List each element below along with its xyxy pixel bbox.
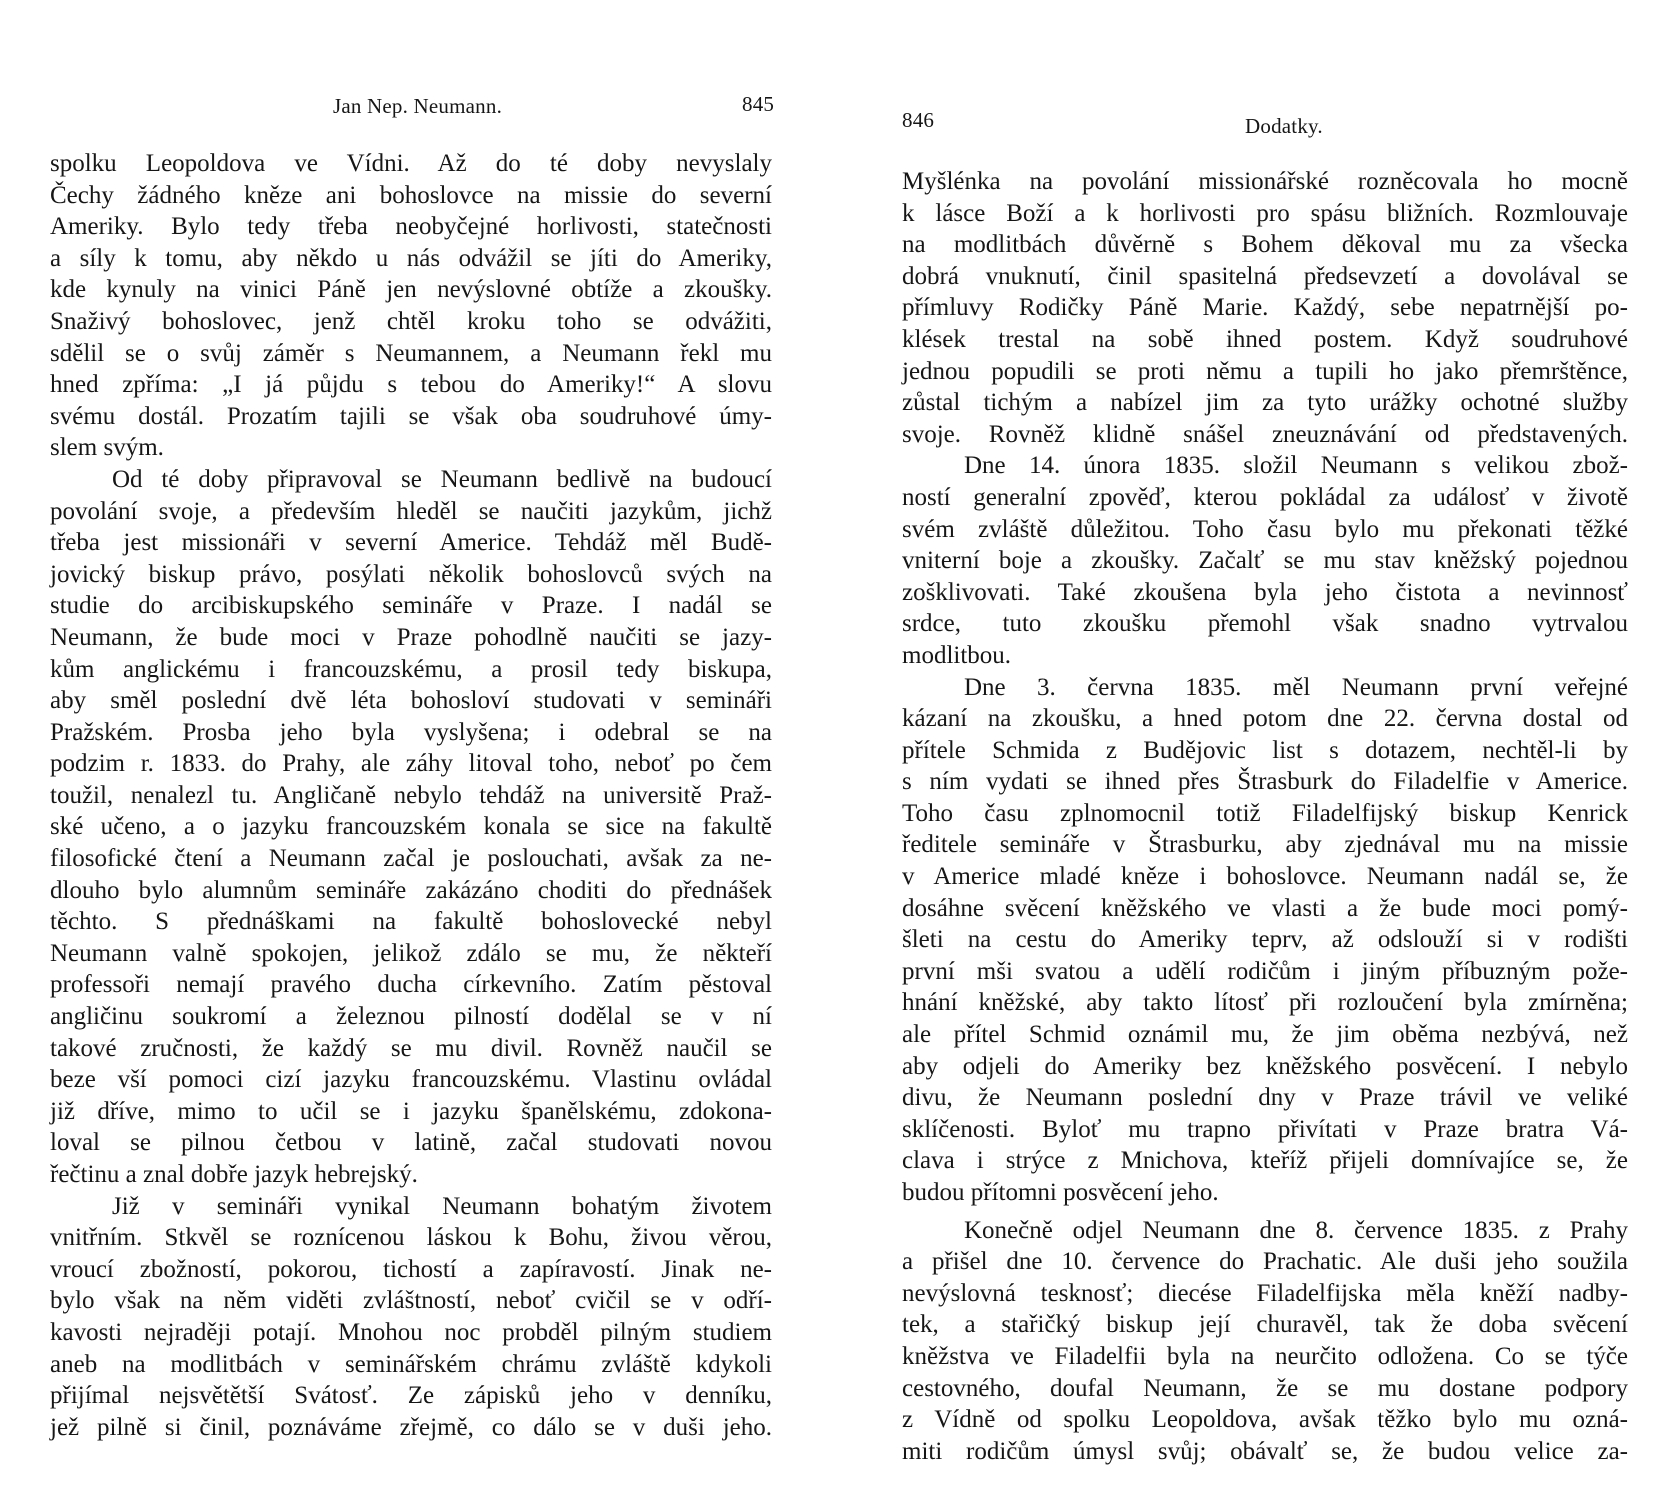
text-line: zošklivovati. Také zkoušena byla jeho čistota a nevinnosť <box>902 578 1628 606</box>
text-line: Myšlénka na povolání missionářské rozněcovala ho mocně <box>902 168 1628 195</box>
text-line: Dne 3. června 1835. měl Neumann první veřejné <box>964 673 1628 701</box>
text-line: professoři nemají pravého ducha církevního. Zatím pěstoval <box>50 971 772 999</box>
text-line: cestovného, doufal Neumann, že se mu dostane podpory <box>902 1374 1628 1402</box>
text-line: na modlitbách důvěrně s Bohem děkoval mu za všecka <box>902 231 1628 259</box>
text-line: sdělil se o svůj záměr s Neumannem, a Neumann řekl mu <box>50 339 772 367</box>
text-line: svém zvláště důležitou. Toho času bylo mu překonati těžké <box>902 515 1628 543</box>
text-line: svoje. Rovněž klidně snášel zneuznávání od představených. <box>902 420 1628 448</box>
text-line: přijímal nejsvětětší Svátosť. Ze zápisků jeho v denníku, <box>50 1382 772 1410</box>
text-line: již dříve, mimo to učil se i jazyku španělskému, zdokona- <box>50 1097 772 1125</box>
text-line: ale přítel Schmid oznámil mu, že jim oběma nezbývá, než <box>902 1021 1628 1049</box>
text-line: jednou popudili se proti němu a tupili ho jako přemrštěnce, <box>902 357 1628 385</box>
text-line: takové zručnosti, že každý se mu divil. Rovněž naučil se <box>50 1034 772 1062</box>
text-line: řečtinu a znal dobře jazyk hebrejský. <box>50 1161 418 1188</box>
text-line: v Americe mladé kněze i bohoslovce. Neumann nadál se, že <box>902 863 1628 891</box>
text-line: a přišel dne 10. července do Prachatic. Ale duši jeho soužila <box>902 1248 1628 1276</box>
text-line: spolku Leopoldova ve Vídni. Až do té doby nevyslaly <box>50 150 772 177</box>
body-text <box>902 166 1628 1467</box>
text-line: slem svým. <box>50 434 164 462</box>
text-line: dobrá vnuknutí, činil spasitelná předsevzetí a dovolával se <box>902 262 1628 290</box>
text-line: Toho času zplnomocnil totiž Filadelfijský biskup Kenrick <box>902 799 1628 827</box>
text-line: dosáhne svěcení kněžského ve vlasti a že bude moci pomý- <box>902 894 1628 922</box>
page-number: 845 <box>742 92 775 116</box>
running-head: Jan Nep. Neumann. <box>333 94 503 118</box>
text-line: Pražském. Prosba jeho byla vyslyšena; i odebral se na <box>50 718 772 746</box>
text-line: a síly k tomu, aby někdo u nás odvážil se jíti do Ameriky, <box>50 244 772 272</box>
page-number: 846 <box>902 108 935 132</box>
text-line: Ameriky. Bylo tedy třeba neobyčejné horlivosti, statečnosti <box>50 213 772 241</box>
text-line: s ním vydati se ihned přes Štrasburk do Filadelfie v Americe. <box>902 768 1628 796</box>
text-line: Od té doby připravoval se Neumann bedlivě na budoucí <box>112 465 772 493</box>
text-line: angličinu soukromí a železnou pilností dodělal se v ní <box>50 1003 772 1031</box>
text-line: Snaživý bohoslovec, jenž chtěl kroku toho se odvážiti, <box>50 307 772 335</box>
text-line: hnání kněžské, aby takto lítosť při rozloučení byla zmírněna; <box>902 989 1628 1017</box>
text-line: sklíčenosti. Byloť mu trapno přivítati v Praze bratra Vá- <box>902 1115 1628 1143</box>
text-line: miti rodičům úmysl svůj; obávalť se, že budou velice za- <box>902 1437 1628 1465</box>
text-line: modlitbou. <box>902 641 1012 669</box>
text-line: k lásce Boží a k horlivosti pro spásu bližních. Rozmlouvaje <box>902 199 1628 227</box>
text-line: ředitele semináře v Štrasburku, aby zjednával mu na missie <box>902 831 1628 859</box>
text-line: hned zpříma: „I já půjdu s tebou do Ameriky!“ A slovu <box>50 371 772 399</box>
text-line: clava i strýce z Mnichova, kteříž přijeli domnívajíce se, že <box>902 1147 1628 1175</box>
text-line: kde kynuly na vinici Páně jen nevýslovné obtíže a zkoušky. <box>50 276 772 304</box>
text-line: kavosti nejraději potají. Mnohou noc probděl pilným studiem <box>50 1318 772 1346</box>
text-line: vnitřním. Stkvěl se roznícenou láskou k Bohu, živou věrou, <box>50 1224 772 1252</box>
text-line: bylo však na něm viděti zvláštností, neboť cvičil se v odří- <box>50 1287 772 1315</box>
text-line: aneb na modlitbách v seminářském chrámu zvláště kdykoli <box>50 1350 772 1378</box>
running-head: Dodatky. <box>1245 114 1323 138</box>
text-line: první mši svatou a udělí rodičům i jiným příbuzným pože- <box>902 957 1628 985</box>
text-line: šleti na cestu do Ameriky teprv, až odslouží si v rodišti <box>902 926 1628 954</box>
text-line: kům anglickému i francouzskému, a prosil tedy biskupa, <box>50 655 772 683</box>
text-line: přímluvy Rodičky Páně Marie. Každý, sebe nepatrnější po- <box>902 294 1628 322</box>
text-line: divu, že Neumann poslední dny v Praze trávil ve veliké <box>902 1084 1628 1112</box>
text-line: dlouho bylo alumnům semináře zakázáno choditi do přednášek <box>50 876 772 904</box>
text-line: kněžstva ve Filadelfii byla na neurčito odložena. Co se týče <box>902 1342 1628 1370</box>
text-line: klések trestal na sobě ihned postem. Když soudruhové <box>902 325 1628 353</box>
text-line: z Vídně od spolku Leopoldova, avšak těžko bylo mu ozná- <box>902 1406 1628 1434</box>
text-line: ské učeno, a o jazyku francouzském konala se sice na fakultě <box>50 813 772 841</box>
text-line: filosofické čtení a Neumann začal je poslouchati, avšak za ne- <box>50 845 772 873</box>
text-line: přítele Schmida z Budějovic list s dotazem, nechtěl-li by <box>902 736 1628 764</box>
text-line: Již v semináři vynikal Neumann bohatým životem <box>112 1192 772 1220</box>
text-line: srdce, tuto zkoušku přemohl však snadno vytrvalou <box>902 610 1628 638</box>
text-line: toužil, nenalezl tu. Angličaně nebylo tehdáž na universitě Praž- <box>50 781 772 809</box>
text-line: vniterní boje a zkoušky. Začalť se mu stav kněžský pojednou <box>902 547 1628 575</box>
text-line: studie do arcibiskupského semináře v Praze. I nadál se <box>50 592 772 620</box>
text-line: podzim r. 1833. do Prahy, ale záhy litoval toho, neboť po čem <box>50 750 772 778</box>
text-line: Neumann, že bude moci v Praze pohodlně naučiti se jazy- <box>50 623 772 651</box>
text-line: ností generalní zpověď, kterou pokládal za událosť v životě <box>902 483 1628 511</box>
body-text <box>50 148 772 1443</box>
text-line: budou přítomni posvěcení jeho. <box>902 1179 1219 1206</box>
text-line: kázaní na zkoušku, a hned potom dne 22. června dostal od <box>902 705 1628 733</box>
text-line: Dne 14. února 1835. složil Neumann s velikou zbož- <box>964 452 1628 480</box>
text-line: zůstal tichým a nabízel jim za tyto urážky ochotné služby <box>902 389 1628 417</box>
text-line: loval se pilnou četbou v latině, začal studovati novou <box>50 1129 772 1157</box>
text-line: nevýslovná tesknosť; diecése Filadelfijska měla kněží nadby- <box>902 1279 1628 1307</box>
text-line: aby odjeli do Ameriky bez kněžského posvěcení. I nebylo <box>902 1052 1628 1080</box>
text-line: svému dostál. Prozatím tajili se však oba soudruhové úmy- <box>50 402 772 430</box>
text-line: beze vší pomoci cizí jazyku francouzskému. Vlastinu ovládal <box>50 1066 772 1094</box>
text-line: třeba jest missionáři v severní Americe. Tehdáž měl Budě- <box>50 529 772 557</box>
text-line: jež pilně si činil, poznáváme zřejmě, co dálo se v duši jeho. <box>50 1413 772 1441</box>
text-line: Neumann valně spokojen, jelikož zdálo se mu, že někteří <box>50 939 772 967</box>
page-846 <box>835 0 1670 1500</box>
text-line: Konečně odjel Neumann dne 8. července 1835. z Prahy <box>964 1216 1628 1244</box>
text-line: aby směl poslední dvě léta bohosloví studovati v semináři <box>50 687 772 715</box>
text-line: těchto. S přednáškami na fakultě bohoslovecké nebyl <box>50 908 772 936</box>
text-line: tek, a stařičký biskup její churavěl, tak že doba svěcení <box>902 1311 1628 1339</box>
text-line: Čechy žádného kněze ani bohoslovce na missie do severní <box>50 181 772 209</box>
text-line: vroucí zbožností, pokorou, tichostí a zapíravostí. Jinak ne- <box>50 1255 772 1283</box>
text-line: jovický biskup právo, posýlati několik bohoslovců svých na <box>50 560 772 588</box>
text-line: povolání svoje, a především hleděl se naučiti jazykům, jichž <box>50 497 772 525</box>
